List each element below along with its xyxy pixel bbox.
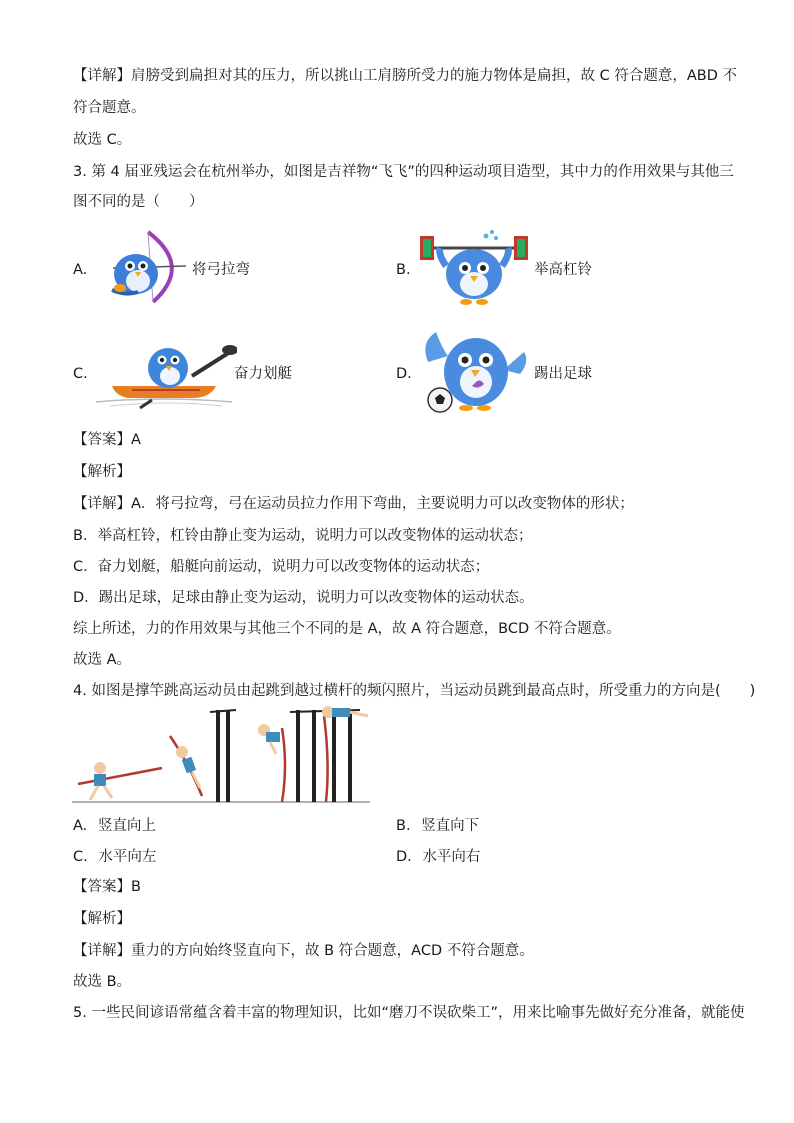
q4-option-b-letter: B.	[396, 818, 411, 834]
q3-stem-line1: 3. 第 4 届亚残运会在杭州举办，如图是吉祥物“飞飞”的四种运动项目造型，其中力的作用效果与其他三	[73, 164, 734, 180]
q3-option-a-caption: 将弓拉弯	[192, 262, 250, 278]
q3-summary: 综上所述，力的作用效果与其他三个不同的是 A，故 A 符合题意，BCD 不符合题意。	[73, 621, 621, 637]
q4-option-a-text: 竖直向上	[97, 818, 156, 834]
q3-detail-line3: C．奋力划艇，船艇向前运动，说明力可以改变物体的运动状态；	[73, 559, 490, 575]
q3-detail-line4: D．踢出足球，足球由静止变为运动，说明力可以改变物体的运动状态。	[73, 590, 534, 606]
q4-option-d-text: 水平向右	[422, 849, 481, 865]
q3-option-c-caption: 奋力划艇	[234, 366, 292, 382]
q3-option-a-image	[98, 226, 193, 306]
q3-choose: 故选 A。	[73, 652, 132, 668]
q2-detail-line1: 【详解】肩膀受到扁担对其的压力，所以挑山工肩膀所受力的施力物体是扁担，故 C 符合题意，ABD 不	[73, 68, 737, 84]
q3-option-b-caption: 举高杠铃	[534, 262, 592, 278]
q2-choose: 故选 C。	[73, 132, 132, 148]
q4-option-d	[396, 847, 480, 867]
bird-weightlifting-icon	[418, 226, 530, 308]
q4-option-b	[396, 816, 479, 836]
q5-stem-line1: 5. 一些民间谚语常蕴含着丰富的物理知识，比如“磨刀不误砍柴工”，用来比喻事先做好充分准备，就能使	[73, 1005, 745, 1021]
q3-option-c-letter: C.	[73, 366, 88, 382]
q4-option-b-text: 竖直向下	[421, 818, 480, 834]
q4-option-c	[73, 847, 156, 867]
q4-pole-vault-image	[70, 702, 380, 808]
bird-canoeing-icon	[92, 336, 237, 410]
q4-choose: 故选 B。	[73, 974, 132, 990]
q3-option-b-letter: B.	[396, 262, 411, 278]
bird-archery-icon	[98, 226, 193, 306]
q4-answer: 【答案】B	[73, 879, 141, 895]
q3-option-d-letter: D.	[396, 366, 412, 382]
q4-detail: 【详解】重力的方向始终竖直向下，故 B 符合题意，ACD 不符合题意。	[73, 943, 534, 959]
q3-option-d-image	[418, 322, 530, 416]
q3-detail-line2: B．举高杠铃，杠铃由静止变为运动，说明力可以改变物体的运动状态；	[73, 528, 533, 544]
q3-detail-line1: 【详解】A．将弓拉弯，弓在运动员拉力作用下弯曲，主要说明力可以改变物体的形状；	[73, 496, 634, 512]
q3-option-b-image	[418, 226, 530, 308]
q4-option-c-text: 水平向左	[98, 849, 157, 865]
q3-option-c-image	[92, 336, 237, 410]
pole-vault-sequence-icon	[70, 702, 380, 808]
q2-detail-line2: 符合题意。	[73, 100, 146, 116]
q3-stem-line2: 图不同的是（ ）	[73, 194, 204, 210]
q4-option-d-letter: D.	[396, 849, 412, 865]
q3-analysis-label: 【解析】	[73, 464, 131, 480]
q4-stem: 4. 如图是撑竿跳高运动员由起跳到越过横杆的频闪照片，当运动员跳到最高点时，所受重力的方向是( )	[73, 683, 756, 699]
q3-option-a-letter: A.	[73, 262, 88, 278]
q4-option-a	[73, 816, 156, 836]
q4-option-a-letter: A.	[73, 818, 88, 834]
q4-option-c-letter: C.	[73, 849, 88, 865]
q4-analysis-label: 【解析】	[73, 911, 131, 927]
q3-answer: 【答案】A	[73, 432, 141, 448]
bird-soccer-icon	[418, 322, 530, 416]
q3-option-d-caption: 踢出足球	[534, 366, 592, 382]
